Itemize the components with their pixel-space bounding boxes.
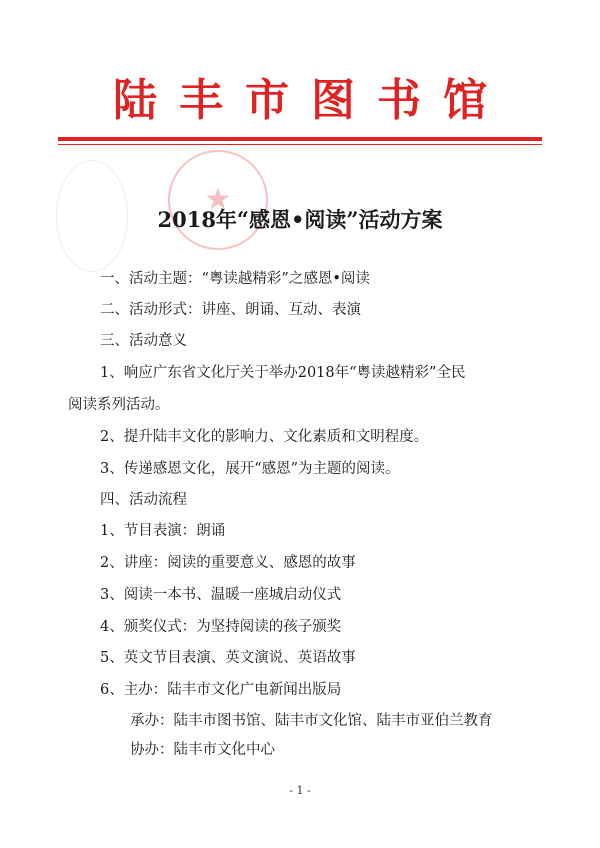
letterhead-rule-thick <box>58 137 542 141</box>
document-title: 2018年“感恩•阅读”活动方案 <box>157 207 443 232</box>
page-number: - 1 - <box>289 784 311 797</box>
body-line: 三、活动意义 <box>100 333 187 349</box>
letterhead-org-name: 陆丰市图书馆 <box>113 75 509 126</box>
body-line: 1、节目表演：朗诵 <box>100 523 226 539</box>
body-line: 四、活动流程 <box>100 492 187 508</box>
body-line: 承办：陆丰市图书馆、陆丰市文化馆、陆丰市亚伯兰教育 <box>130 713 493 729</box>
seal-star-icon: ★ <box>204 182 232 217</box>
letterhead-rule-thin <box>58 144 542 145</box>
body-line: 1、响应广东省文化厅关于举办2018年“粤读越精彩”全民 <box>100 365 466 381</box>
body-line: 3、传递感恩文化，展开“感恩”为主题的阅读。 <box>100 461 400 477</box>
body-line: 协办：陆丰市文化中心 <box>130 742 275 758</box>
body-line: 2、提升陆丰文化的影响力、文化素质和文明程度。 <box>100 429 429 445</box>
red-seal-stamp <box>168 150 268 250</box>
body-line: 阅读系列活动。 <box>68 397 170 413</box>
body-line: 二、活动形式：讲座、朗诵、互动、表演 <box>100 302 361 318</box>
body-line: 4、颁奖仪式：为坚持阅读的孩子颁奖 <box>100 619 342 635</box>
body-line: 一、活动主题：“粤读越精彩”之感恩•阅读 <box>100 271 370 287</box>
body-line: 2、讲座：阅读的重要意义、感恩的故事 <box>100 555 356 571</box>
body-line: 6、主办：陆丰市文化广电新闻出版局 <box>100 682 342 698</box>
body-line: 5、英文节目表演、英文演说、英语故事 <box>100 650 356 666</box>
body-line: 3、阅读一本书、温暖一座城启动仪式 <box>100 587 342 603</box>
